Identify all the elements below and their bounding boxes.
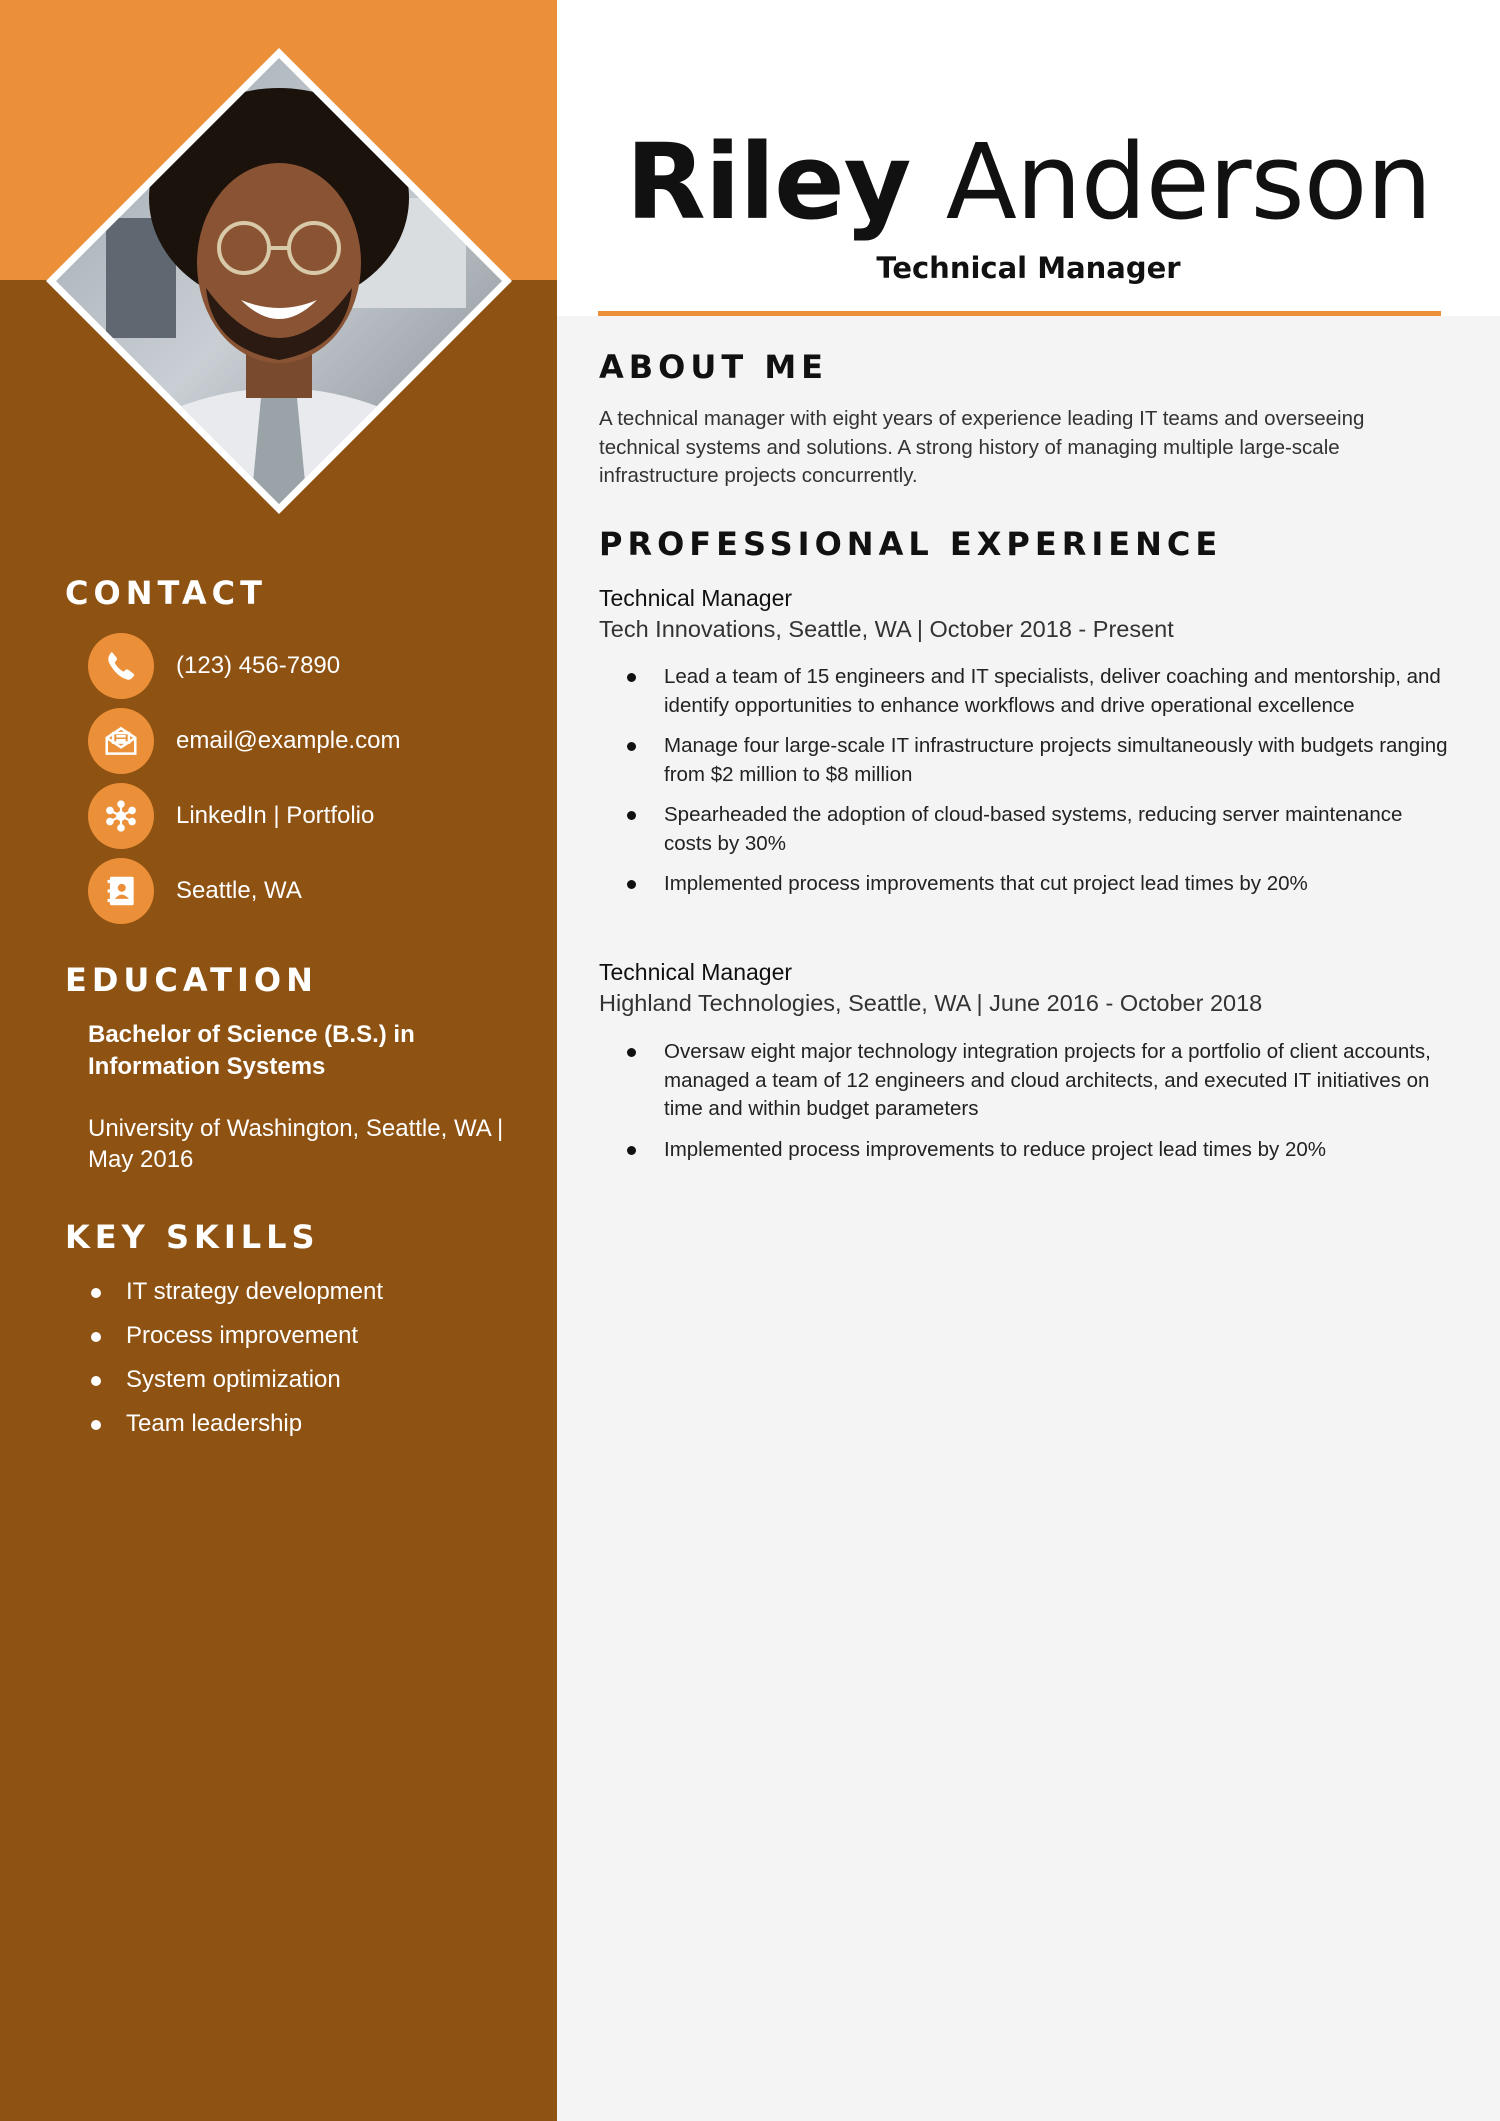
skill-label: Team leadership [126, 1410, 303, 1437]
phone-number: (123) 456-7890 [176, 652, 341, 679]
bullet-icon [627, 880, 636, 889]
skill-item [88, 1270, 383, 1314]
skill-item [88, 1402, 383, 1446]
bullet-icon [627, 811, 636, 820]
bullet-icon [627, 1146, 636, 1155]
job-bullet-text: Oversaw eight major technology integration projects for a portfolio of client accounts, managed a team of 12 engineers and cloud architects, and executed IT initiatives on time and within budget parameters [664, 1040, 1431, 1120]
address-book-icon [88, 858, 154, 924]
last-name: Anderson [945, 121, 1432, 243]
job-bullet-text: Lead a team of 15 engineers and IT specialists, deliver coaching and mentorship, and identify opportunities to enhance workflows and drive operational excellence [664, 665, 1441, 717]
contact-phone [88, 633, 340, 699]
bullet-icon [91, 1332, 101, 1342]
job-bullet-text: Spearheaded the adoption of cloud-based systems, reducing server maintenance costs by 30% [664, 803, 1403, 855]
skill-label: System optimization [126, 1366, 341, 1393]
contact-email [88, 708, 400, 774]
email-address: email@example.com [176, 727, 401, 754]
profile-photo [46, 48, 512, 514]
contact-heading: CONTACT [65, 574, 267, 612]
first-name: Riley [625, 121, 911, 243]
about-heading: ABOUT ME [599, 348, 829, 386]
envelope-icon [88, 708, 154, 774]
bullet-icon [627, 1048, 636, 1057]
job-bullet [624, 732, 1454, 789]
job-bullets [624, 1038, 1454, 1176]
skill-item [88, 1358, 383, 1402]
phone-icon [88, 633, 154, 699]
bullet-icon [627, 742, 636, 751]
contact-location [88, 858, 302, 924]
job-title: Technical Manager [599, 959, 793, 985]
bullet-icon [91, 1288, 101, 1298]
skill-label: Process improvement [126, 1322, 359, 1349]
skill-item [88, 1314, 383, 1358]
about-text: A technical manager with eight years of experience leading IT teams and overseeing technical systems and solutions. A strong history of managing multiple large-scale infrastructure projects concurrently. [599, 407, 1365, 487]
job-title-header: Technical Manager [876, 251, 1181, 285]
profile-links: LinkedIn | Portfolio [176, 802, 375, 829]
job-bullet-text: Implemented process improvements to reduce project lead times by 20% [664, 1137, 1327, 1161]
location: Seattle, WA [176, 877, 302, 904]
job-bullet [624, 1038, 1454, 1124]
header-divider [598, 311, 1441, 316]
job-bullet-text: Implemented process improvements that cut project lead times by 20% [664, 872, 1308, 895]
education-school: University of Washington, Seattle, WA | May 2016 [88, 1115, 504, 1173]
skill-label: IT strategy development [126, 1278, 384, 1305]
job-bullet [624, 1136, 1454, 1165]
skills-list [88, 1270, 383, 1446]
job-meta: Highland Technologies, Seattle, WA | June 2016 - October 2018 [599, 990, 1263, 1016]
bullet-icon [91, 1420, 101, 1430]
job-bullet [624, 663, 1454, 720]
job-bullet [624, 870, 1454, 899]
education-heading: EDUCATION [65, 961, 318, 999]
bullet-icon [627, 673, 636, 682]
network-icon [88, 783, 154, 849]
bullet-icon [91, 1376, 101, 1386]
experience-heading: PROFESSIONAL EXPERIENCE [599, 525, 1223, 563]
education-degree: Bachelor of Science (B.S.) in Information Systems [88, 1021, 415, 1080]
job-meta: Tech Innovations, Seattle, WA | October 2018 - Present [599, 616, 1174, 642]
candidate-name [557, 121, 1500, 243]
job-title: Technical Manager [599, 585, 793, 611]
skills-heading: KEY SKILLS [65, 1218, 320, 1256]
job-bullets [624, 663, 1454, 911]
contact-links [88, 783, 374, 849]
job-bullet-text: Manage four large-scale IT infrastructure projects simultaneously with budgets ranging from $2 million to $8 million [664, 734, 1448, 786]
job-bullet [624, 801, 1454, 858]
